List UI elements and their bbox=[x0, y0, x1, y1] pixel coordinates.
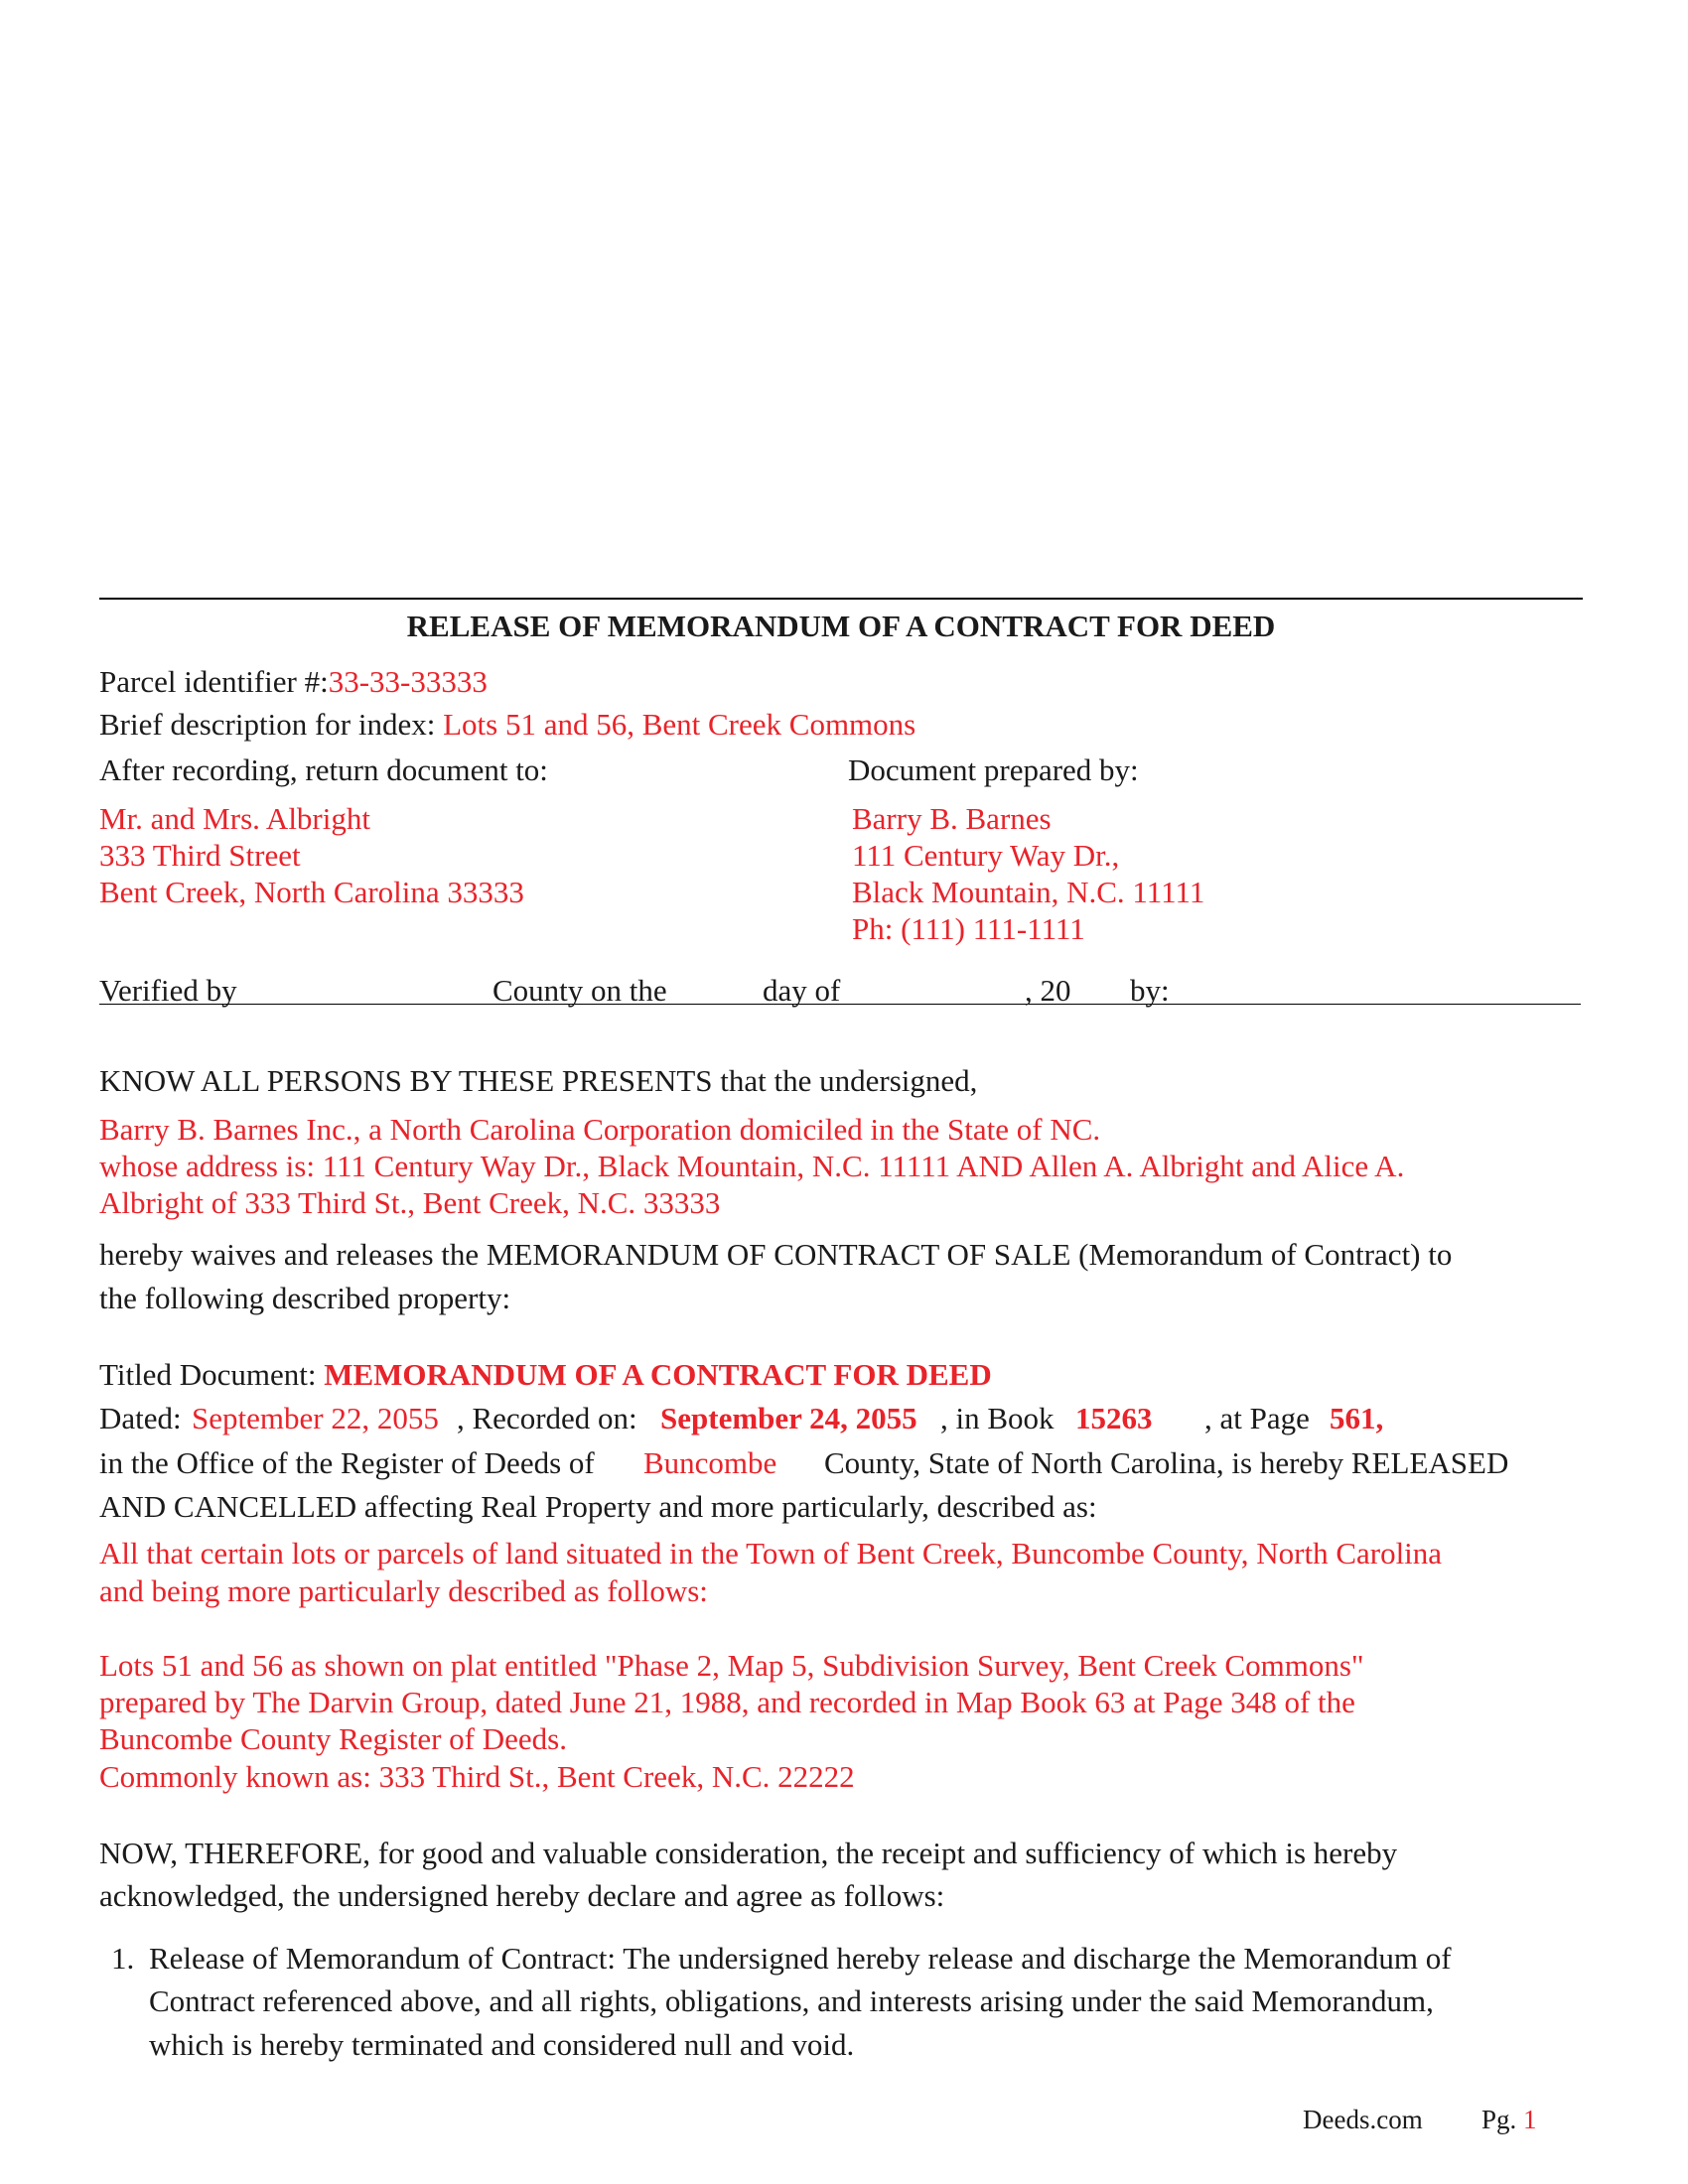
index-description-row bbox=[99, 706, 915, 744]
waives-line: hereby waives and releases the MEMORANDUM OF CONTRACT OF SALE (Memorandum of Contract) to bbox=[99, 1237, 1453, 1272]
return-to-street: 333 Third Street bbox=[99, 838, 301, 873]
return-to-label: After recording, return document to: bbox=[99, 752, 548, 787]
footer-page-number: 1 bbox=[1523, 2105, 1537, 2134]
recorded-date: September 24, 2055 bbox=[660, 1401, 917, 1435]
titled-document-row bbox=[99, 1356, 992, 1394]
footer-site: Deeds.com bbox=[1303, 2105, 1423, 2134]
parcel-identifier-label: Parcel identifier #: bbox=[99, 664, 329, 699]
office-line-2: AND CANCELLED affecting Real Property and more particularly, described as: bbox=[99, 1489, 1097, 1524]
office-suffix: County, State of North Carolina, is hereby RELEASED bbox=[824, 1445, 1509, 1480]
verified-year-text: , 20 bbox=[1025, 973, 1071, 1008]
list-item-number: 1. bbox=[111, 1941, 135, 1976]
document-title: RELEASE OF MEMORANDUM OF A CONTRACT FOR DEED bbox=[406, 609, 1276, 643]
dated-label: Dated: bbox=[99, 1401, 182, 1435]
list-item-line: Contract referenced above, and all rights, obligations, and interests arising under the said Memorandum, bbox=[149, 1983, 1434, 2018]
parties-line: Albright of 333 Third St., Bent Creek, N.C. 33333 bbox=[99, 1185, 721, 1220]
waives-line: the following described property: bbox=[99, 1281, 511, 1315]
verified-by-colon: by: bbox=[1130, 973, 1170, 1008]
lots-line: prepared by The Darvin Group, dated June 21, 1988, and recorded in Map Book 63 at Page 348 of the bbox=[99, 1685, 1355, 1719]
prepared-by-city: Black Mountain, N.C. 11111 bbox=[852, 875, 1205, 909]
verified-county-text: County on the bbox=[492, 973, 667, 1008]
book-label: , in Book bbox=[940, 1401, 1055, 1435]
prepared-by-name: Barry B. Barnes bbox=[852, 801, 1052, 836]
verified-day-of-text: day of bbox=[763, 973, 841, 1008]
now-therefore-line: acknowledged, the undersigned hereby declare and agree as follows: bbox=[99, 1878, 945, 1913]
titled-document-label: Titled Document: bbox=[99, 1357, 317, 1392]
return-to-name: Mr. and Mrs. Albright bbox=[99, 801, 370, 836]
parcel-identifier-row bbox=[99, 663, 488, 701]
lots-line: Commonly known as: 333 Third St., Bent Creek, N.C. 22222 bbox=[99, 1759, 855, 1794]
recorded-on-label: , Recorded on: bbox=[457, 1401, 637, 1435]
parties-line: Barry B. Barnes Inc., a North Carolina Corporation domiciled in the State of NC. bbox=[99, 1112, 1101, 1147]
now-therefore-line: NOW, THEREFORE, for good and valuable consideration, the receipt and sufficiency of which is hereby bbox=[99, 1836, 1398, 1870]
prepared-by-label: Document prepared by: bbox=[848, 752, 1139, 787]
page-label: , at Page bbox=[1204, 1401, 1310, 1435]
parties-line: whose address is: 111 Century Way Dr., Black Mountain, N.C. 11111 AND Allen A. Albright and Alice A. bbox=[99, 1149, 1405, 1183]
parcel-identifier-value: 33-33-33333 bbox=[328, 664, 488, 699]
verified-by-text: Verified by bbox=[99, 973, 237, 1008]
index-description-label: Brief description for index: bbox=[99, 707, 436, 742]
book-number: 15263 bbox=[1075, 1401, 1153, 1435]
page-number: 561, bbox=[1330, 1401, 1384, 1435]
footer-page bbox=[1481, 2104, 1537, 2135]
list-item-line: Release of Memorandum of Contract: The undersigned hereby release and discharge the Memorandum of bbox=[149, 1941, 1452, 1976]
footer-page-label: Pg. bbox=[1481, 2105, 1517, 2134]
office-prefix: in the Office of the Register of Deeds of bbox=[99, 1445, 595, 1480]
prepared-by-phone: Ph: (111) 111-1111 bbox=[852, 911, 1085, 946]
prepared-by-street: 111 Century Way Dr., bbox=[852, 838, 1120, 873]
return-to-city: Bent Creek, North Carolina 33333 bbox=[99, 875, 524, 909]
index-description-value: Lots 51 and 56, Bent Creek Commons bbox=[443, 707, 916, 742]
titled-document-value: MEMORANDUM OF A CONTRACT FOR DEED bbox=[324, 1357, 992, 1392]
lots-line: Buncombe County Register of Deeds. bbox=[99, 1721, 567, 1756]
know-all-persons: KNOW ALL PERSONS BY THESE PRESENTS that the undersigned, bbox=[99, 1063, 978, 1098]
list-item-line: which is hereby terminated and considered null and void. bbox=[149, 2027, 855, 2062]
description-line: All that certain lots or parcels of land situated in the Town of Bent Creek, Buncombe County, North Carolina bbox=[99, 1536, 1443, 1570]
lots-line: Lots 51 and 56 as shown on plat entitled "Phase 2, Map 5, Subdivision Survey, Bent Creek Commons" bbox=[99, 1648, 1364, 1683]
dated-date: September 22, 2055 bbox=[192, 1401, 439, 1435]
description-line: and being more particularly described as follows: bbox=[99, 1573, 708, 1608]
title-rule bbox=[99, 598, 1583, 600]
office-county: Buncombe bbox=[643, 1445, 777, 1480]
